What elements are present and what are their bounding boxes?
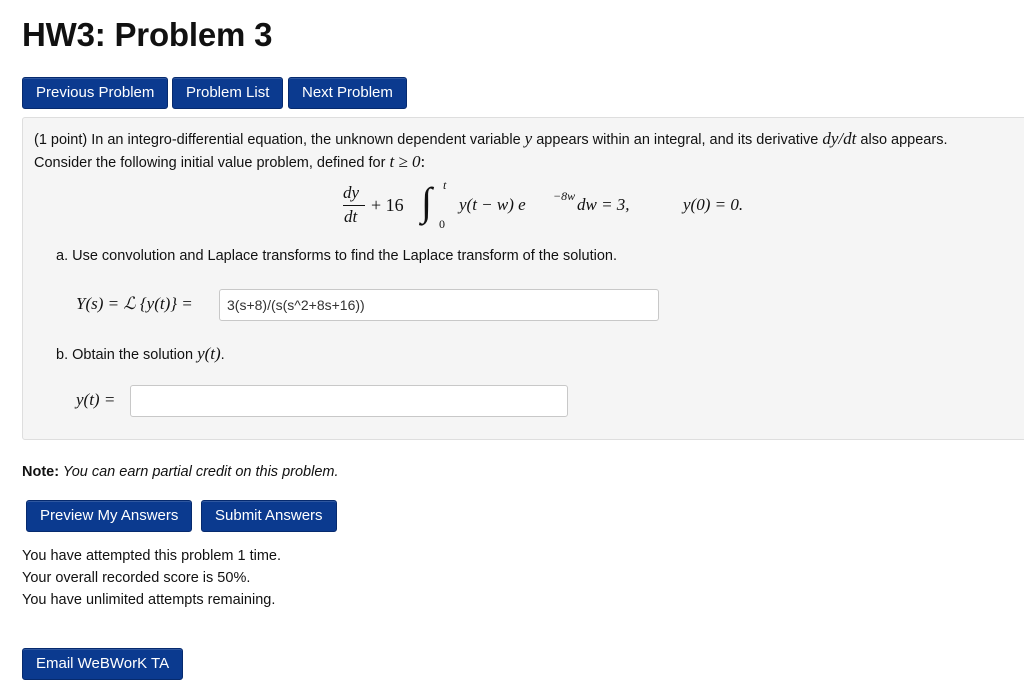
- part-b-label: y(t) =: [76, 390, 116, 409]
- submit-answers-button[interactable]: Submit Answers: [201, 500, 337, 532]
- integral-lower: 0: [439, 217, 445, 231]
- email-ta-button[interactable]: Email WeBWorK TA: [22, 648, 183, 680]
- previous-problem-button[interactable]: Previous Problem: [22, 77, 168, 109]
- problem-panel: [22, 117, 1024, 440]
- solution-answer-input[interactable]: [130, 385, 568, 417]
- part-b-text-1: b. Obtain the solution: [56, 347, 198, 363]
- intro-text-4: Consider the following initial value problem, defined for: [34, 155, 390, 171]
- integral-sign: ∫: [421, 179, 432, 224]
- laplace-answer-input[interactable]: [219, 289, 659, 321]
- colon: :: [420, 152, 426, 171]
- problem-intro: [34, 128, 1014, 174]
- initial-condition: y(0) = 0.: [683, 195, 744, 214]
- note: [22, 464, 339, 480]
- eq-denominator: dt: [344, 207, 358, 226]
- equation: [341, 180, 761, 232]
- integrand: y(t − w) e: [459, 195, 526, 214]
- score-status: Your overall recorded score is 50%.: [22, 570, 251, 586]
- attempts-status: You have attempted this problem 1 time.: [22, 548, 282, 564]
- exponent: −8w: [553, 189, 576, 203]
- intro-text-1: In an integro-differential equation, the unknown dependent variable: [87, 132, 525, 148]
- next-problem-button[interactable]: Next Problem: [288, 77, 407, 109]
- intro-text-2: appears within an integral, and its derivative: [532, 132, 823, 148]
- integrand-tail: dw = 3,: [577, 195, 630, 214]
- part-a-label: Y(s) = ℒ {y(t)} =: [76, 294, 193, 313]
- part-a-text: a. Use convolution and Laplace transforms to find the Laplace transform of the solution.: [56, 248, 617, 264]
- points-label: (1 point): [34, 132, 88, 148]
- problem-list-button[interactable]: Problem List: [172, 77, 283, 109]
- note-text: You can earn partial credit on this problem.: [59, 464, 339, 480]
- part-b-text-2: .: [220, 347, 225, 363]
- eq-numerator: dy: [343, 183, 360, 202]
- derivative-term: dy/dt: [822, 129, 857, 148]
- page-title: HW3: Problem 3: [22, 16, 273, 53]
- var-y: y: [524, 129, 533, 148]
- remaining-status: You have unlimited attempts remaining.: [22, 592, 276, 608]
- domain-condition: t ≥ 0: [389, 152, 421, 171]
- part-b-yt: y(t): [197, 344, 221, 363]
- note-label: Note:: [22, 464, 60, 480]
- part-b-text: [56, 344, 225, 364]
- eq-plus-16: + 16: [371, 195, 404, 215]
- fraction-bar: [343, 205, 365, 206]
- preview-answers-button[interactable]: Preview My Answers: [26, 500, 192, 532]
- intro-text-3: also appears.: [856, 132, 948, 148]
- integral-upper: t: [443, 178, 447, 192]
